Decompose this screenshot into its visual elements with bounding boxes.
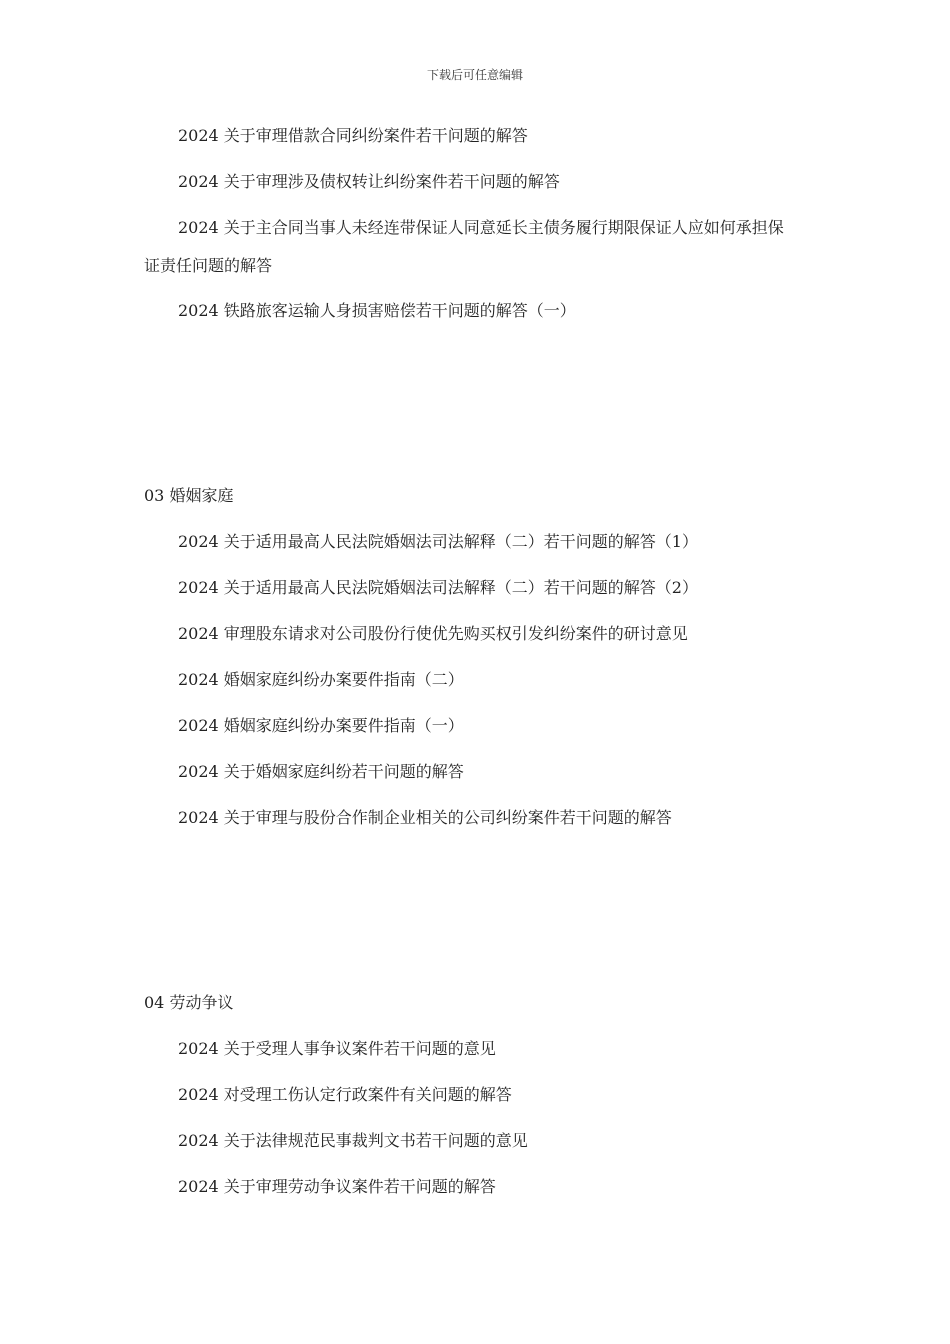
document-line-continuation: 证责任问题的解答 — [144, 256, 273, 275]
document-line: 2024 关于审理劳动争议案件若干问题的解答 — [178, 1177, 496, 1196]
document-line: 2024 关于审理与股份合作制企业相关的公司纠纷案件若干问题的解答 — [178, 808, 672, 827]
document-line: 2024 婚姻家庭纠纷办案要件指南（二） — [178, 670, 464, 689]
document-line: 2024 关于主合同当事人未经连带保证人同意延长主债务履行期限保证人应如何承担保 — [178, 218, 784, 237]
document-line: 2024 关于法律规范民事裁判文书若干问题的意见 — [178, 1131, 528, 1150]
document-line: 2024 关于审理借款合同纠纷案件若干问题的解答 — [178, 126, 528, 145]
section-heading: 04 劳动争议 — [144, 993, 234, 1012]
page-header: 下载后可任意编辑 — [426, 68, 523, 82]
document-line: 2024 关于适用最高人民法院婚姻法司法解释（二）若干问题的解答（1） — [178, 532, 698, 551]
document-line: 2024 审理股东请求对公司股份行使优先购买权引发纠纷案件的研讨意见 — [178, 624, 688, 643]
document-line: 2024 对受理工伤认定行政案件有关问题的解答 — [178, 1085, 512, 1104]
document-line: 2024 关于婚姻家庭纠纷若干问题的解答 — [178, 762, 464, 781]
document-line: 2024 婚姻家庭纠纷办案要件指南（一） — [178, 716, 464, 735]
document-line: 2024 关于审理涉及债权转让纠纷案件若干问题的解答 — [178, 172, 560, 191]
document-line: 2024 关于适用最高人民法院婚姻法司法解释（二）若干问题的解答（2） — [178, 578, 698, 597]
document-line: 2024 铁路旅客运输人身损害赔偿若干问题的解答（一） — [178, 301, 576, 320]
section-heading: 03 婚姻家庭 — [144, 486, 234, 505]
document-line: 2024 关于受理人事争议案件若干问题的意见 — [178, 1039, 496, 1058]
